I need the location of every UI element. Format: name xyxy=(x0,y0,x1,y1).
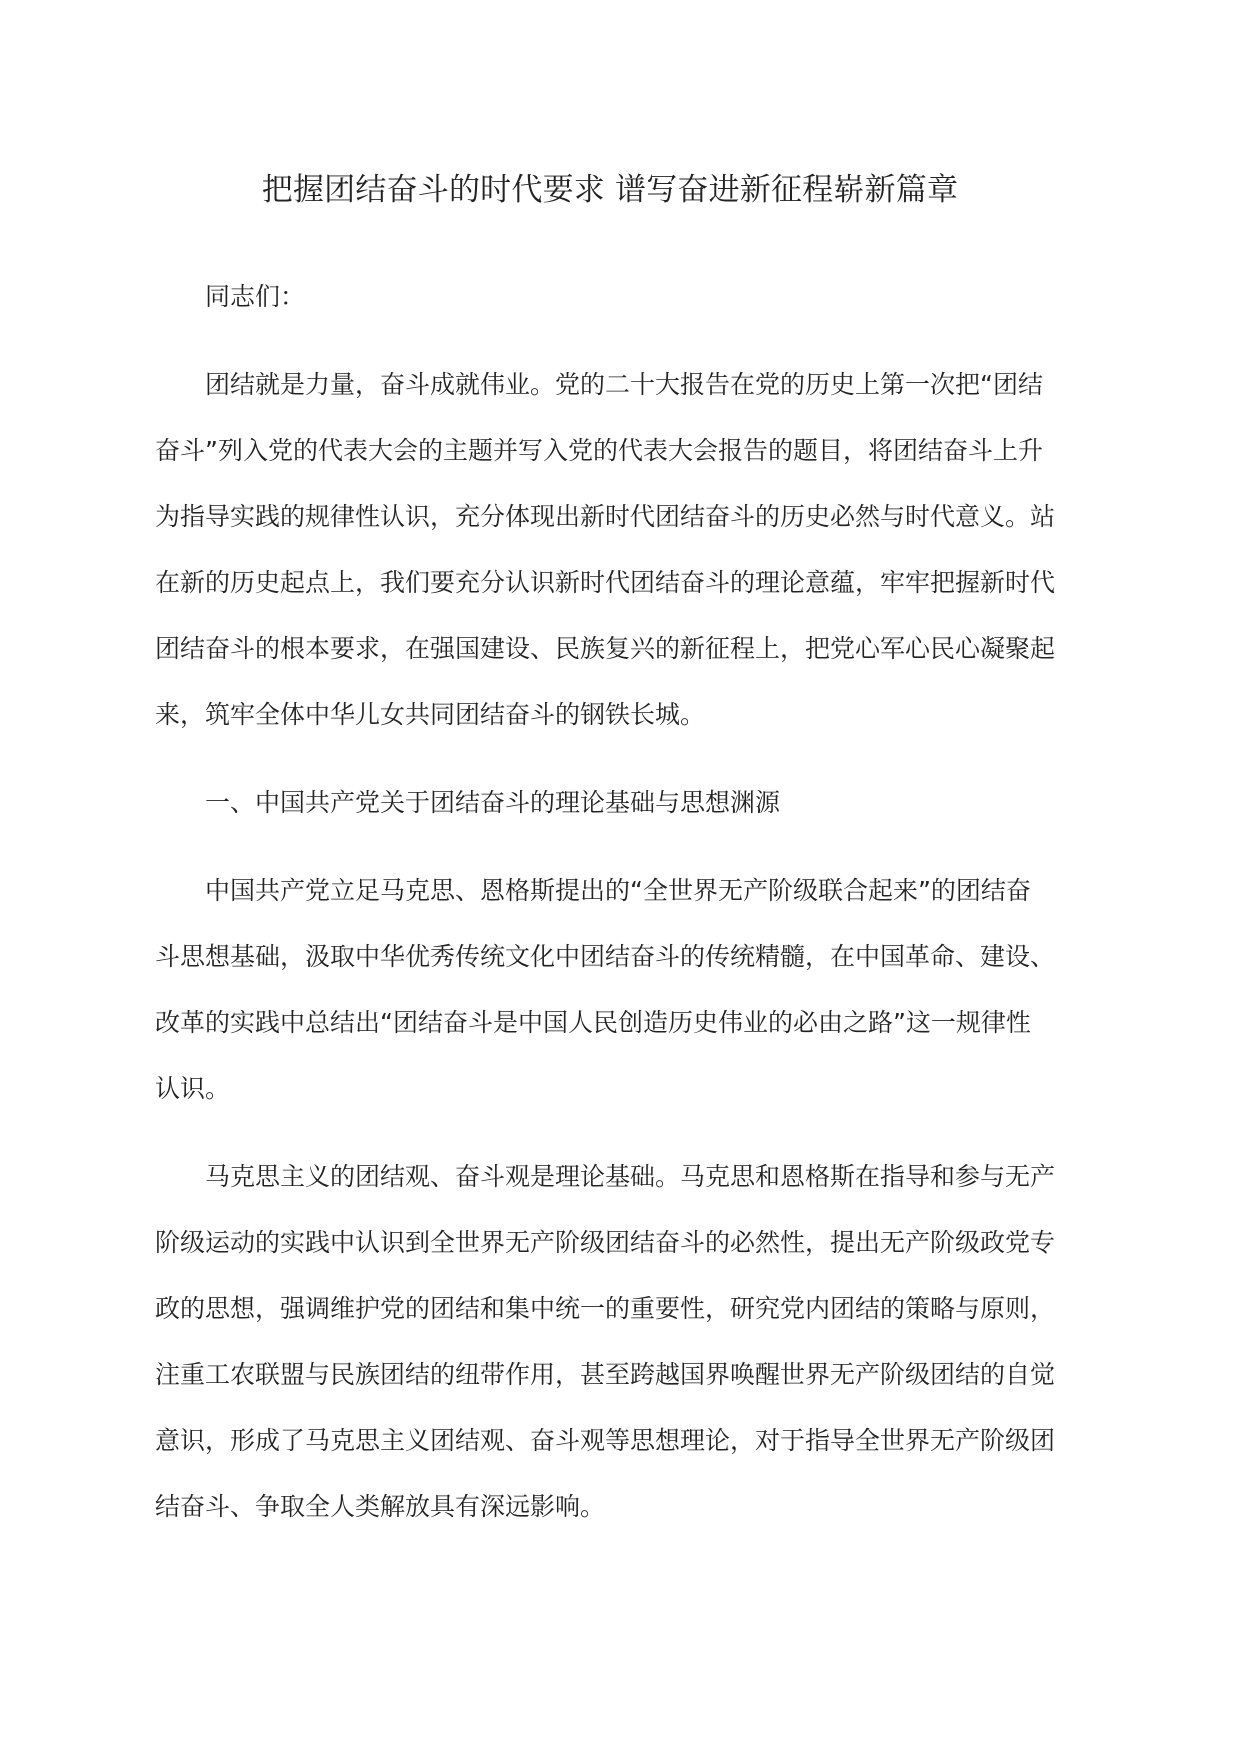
section-heading-1: 一、中国共产党关于团结奋斗的理论基础与思想渊源 xyxy=(205,787,781,817)
document-body xyxy=(155,170,1065,1540)
paragraph-theory-basis: 中国共产党立足马克思、恩格斯提出的“全世界无产阶级联合起来”的团结奋 斗思想基础，汲取中华优秀传统文化中团结奋斗的传统精髓，在中国革命、建设、 改革的实践中总结出“团结奋斗是中国人民创造历史伟业的必由之路”这一规律性 认识。 xyxy=(155,875,1056,1103)
paragraph-marxist-view: 马克思主义的团结观、奋斗观是理论基础。马克思和恩格斯在指导和参与无产 阶级运动的实践中认识到全世界无产阶级团结奋斗的必然性，提出无产阶级政党专 政的思想，强调维护党的团结和集中统一的重要性，研究党内团结的策略与原则， 注重工农联盟与民族团结的纽带作用，甚至跨越国界唤醒世界无产阶级团结的自觉 意识，形成了马克思主义团结观、奋斗观等思想理论，对于指导全世界无产阶级团 结奋斗、争取全人类解放具有深远影响。 xyxy=(155,1161,1056,1521)
salutation: 同志们： xyxy=(205,281,306,311)
document-title: 把握团结奋斗的时代要求 谱写奋进新征程崭新篇章 xyxy=(261,172,959,208)
paragraph-intro: 团结就是力量，奋斗成就伟业。党的二十大报告在党的历史上第一次把“团结 奋斗”列入党的代表大会的主题并写入党的代表大会报告的题目，将团结奋斗上升 为指导实践的规律性认识，充分体现出新时代团结奋斗的历史必然与时代意义。站 在新的历史起点上，我们要充分认识新时代团结奋斗的理论意蕴，牢牢把握新时代 团结奋斗的根本要求，在强国建设、民族复兴的新征程上，把党心军心民心凝聚起 来，筑牢全体中华儿女共同团结奋斗的钢铁长城。 xyxy=(155,369,1056,729)
